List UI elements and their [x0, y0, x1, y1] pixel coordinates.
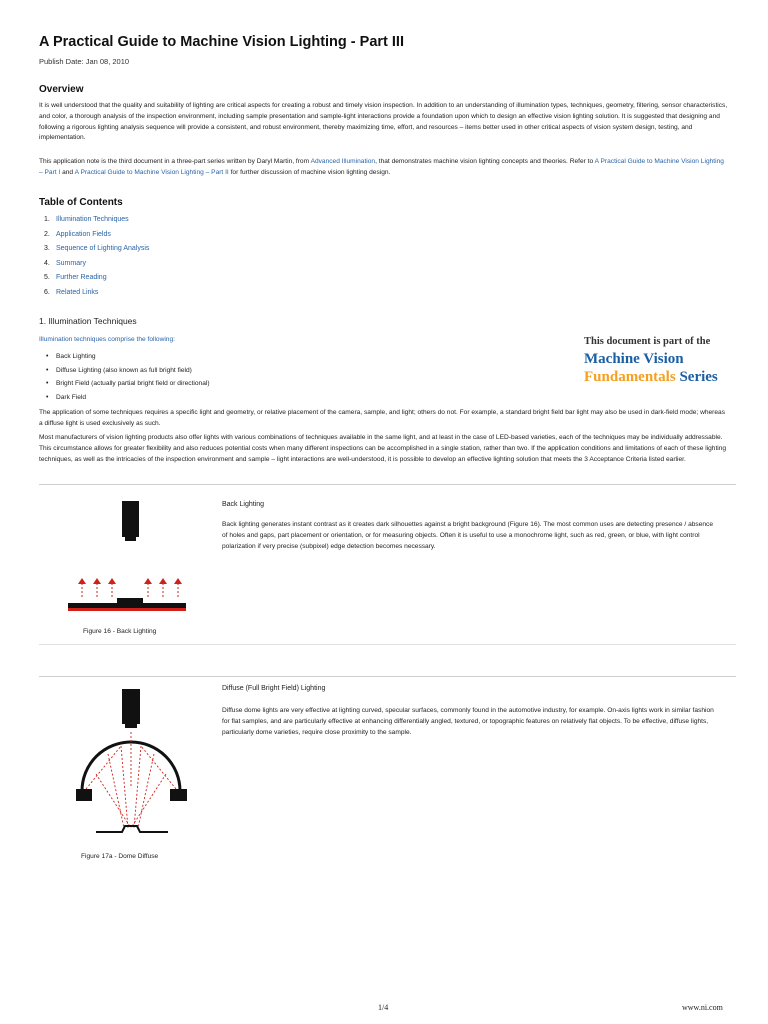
series-banner-series: Series: [675, 369, 718, 385]
overview-p2-text-d: for further discussion of machine vision lighting design.: [228, 168, 391, 176]
toc-heading: Table of Contents: [39, 197, 123, 208]
left-led-ring: [76, 789, 92, 801]
footer-site-url[interactable]: www.ni.com: [682, 1003, 723, 1012]
right-led-ring: [170, 789, 187, 801]
backlight-panel: [68, 603, 186, 608]
overview-paragraph-2: [39, 157, 729, 179]
list-item-label: Bright Field (actually partial bright field or directional): [56, 380, 210, 388]
bullet-icon: •: [46, 393, 49, 401]
figure-16-caption: Figure 16 - Back Lighting: [83, 628, 157, 635]
table-of-contents: [44, 213, 149, 301]
sample-surface: [96, 826, 168, 832]
list-item: [46, 364, 210, 378]
overview-paragraph-1: It is well understood that the quality and suitability of lighting are critical aspects for creating a robust and timely vision inspection. In addition to an understanding of illumination types, techniques, geometry, filtering, sensor characteristics, and color, a thorough analysis of the inspection environment, including sample presentation and sample-light interactions provide a foundation upon which to design an effective vision lighting solution. It is suggested that designing and following a rigorous lighting analysis sequence will provide a consistent, and robust environment, thereby maximizing time, effort, and resources – items better used in other critical aspects of vision system design, testing, and implementation.: [39, 102, 728, 142]
bullet-icon: •: [46, 353, 49, 360]
toc-link-summary[interactable]: Summary: [56, 259, 86, 267]
backlight-glow: [68, 608, 186, 611]
toc-item: [44, 213, 149, 228]
camera-lens: [125, 537, 136, 541]
section-divider: [39, 484, 736, 485]
overview-p2-text-c: and: [60, 168, 75, 176]
publish-date: Publish Date: Jan 08, 2010: [39, 57, 130, 66]
toc-item: [44, 228, 149, 243]
back-lighting-text: Back lighting generates instant contrast as it creates dark silhouettes against a bright background (Figure 16). The most common uses are detecting presence / absence of holes and gaps, part placement or orientation, or for measuring objects. Often it is useful to use a monochrome light, such as red, green, or blue, with light control polarization if very precise (subpixel) edge detection becomes necessary.: [222, 521, 714, 550]
illumination-techniques-heading: 1. Illumination Techniques: [39, 316, 137, 326]
bullet-icon: •: [46, 380, 49, 388]
arrow-heads: [78, 578, 182, 584]
list-item: [46, 391, 210, 405]
figure-17a-caption: Figure 17a - Dome Diffuse: [81, 853, 159, 860]
techniques-intro: Illumination techniques comprise the following:: [39, 336, 175, 343]
light-rays: [86, 732, 176, 828]
toc-item-number: 4.: [44, 259, 50, 267]
techniques-paragraph-1: The application of some techniques requires a specific light and geometry, or relative placement of the camera, sample, and light; others do not. For example, a standard bright field bar light may also be used in dark-field mode; whereas a diffuse light is used exclusively as such.: [39, 409, 725, 427]
page-number: 1/4: [378, 1003, 389, 1012]
toc-item-number: 3.: [44, 245, 50, 253]
toc-item: [44, 286, 149, 301]
toc-link-sequence-of-lighting-analysis[interactable]: Sequence of Lighting Analysis: [56, 245, 150, 253]
toc-link-further-reading[interactable]: Further Reading: [56, 274, 107, 282]
section-divider: [39, 676, 736, 677]
sample-object: [117, 598, 143, 603]
toc-link-application-fields[interactable]: Application Fields: [56, 230, 111, 238]
overview-p2-text-a: This application note is the third document in a three-part series written by Daryl Martin, from: [39, 158, 311, 165]
series-banner-line1: This document is part of the: [584, 336, 711, 347]
series-banner-fundamentals: Fundamentals: [584, 369, 676, 385]
series-banner-line2: Machine Vision: [584, 351, 684, 367]
diffuse-lighting-text: Diffuse dome lights are very effective at lighting curved, specular surfaces, commonly found in the automotive industry, for example. On-axis lights work in similar fashion for flat samples, and are particularly effective at enhancing differentially angled, textured, or topographic features on relatively flat objects. To be effective, diffuse lights, particularly dome varieties, require close proximity to the sample.: [222, 707, 714, 736]
list-item-label: Dark Field: [56, 393, 87, 401]
back-lighting-title: Back Lighting: [222, 501, 265, 508]
series-banner-line3: [584, 369, 718, 386]
advanced-illumination-link[interactable]: Advanced Illumination: [310, 158, 376, 165]
toc-item-number: 2.: [44, 230, 50, 238]
techniques-paragraph-2: Most manufacturers of vision lighting products also offer lights with various combinations of techniques available in the same light, and at least in the case of LED-based varieties, each of the techniques may be individually addressable. This circumstance allows for greater flexibility and also reduces potential costs when many different inspections can be accomplished in a single station, rather than two. If the application conditions and limitations of each of these lighting techniques, as well as the intricacies of the inspection environment and sample – light interactions are well-understood, it is possible to develop an effective lighting solution that meets the 3 Acceptance Criteria listed earlier.: [39, 434, 727, 463]
toc-item-number: 6.: [44, 288, 50, 296]
toc-link-illumination-techniques[interactable]: Illumination Techniques: [56, 216, 129, 223]
overview-heading: Overview: [39, 84, 84, 95]
camera-lens: [125, 724, 137, 728]
list-item-label: Back Lighting: [56, 353, 96, 360]
diffuse-lighting-title: Diffuse (Full Bright Field) Lighting: [222, 685, 326, 692]
techniques-list: [46, 350, 210, 404]
section-divider: [39, 644, 736, 645]
toc-item-number: 1.: [44, 216, 50, 223]
series-banner[interactable]: [584, 336, 718, 386]
list-item: [46, 377, 210, 391]
dome-diffuse-figure: [76, 686, 188, 846]
part-1-link[interactable]: A Practical Guide to Machine Vision Lighting – Part I: [39, 158, 724, 176]
toc-item: [44, 242, 149, 257]
overview-p2-text-b: , that demonstrates machine vision lighting concepts and theories. Refer to: [375, 158, 595, 165]
toc-item-number: 5.: [44, 274, 50, 282]
toc-link-related-links[interactable]: Related Links: [56, 288, 99, 296]
list-item: [46, 350, 210, 364]
toc-item: [44, 257, 149, 272]
list-item-label: Diffuse Lighting (also known as full bright field): [56, 366, 192, 374]
page-title: A Practical Guide to Machine Vision Lighting - Part III: [39, 34, 404, 50]
camera-icon: [122, 689, 140, 724]
toc-item: [44, 271, 149, 286]
back-lighting-figure: [62, 494, 190, 624]
camera-icon: [122, 501, 139, 537]
part-2-link[interactable]: A Practical Guide to Machine Vision Lighting – Part II: [74, 168, 229, 176]
bullet-icon: •: [46, 366, 49, 374]
